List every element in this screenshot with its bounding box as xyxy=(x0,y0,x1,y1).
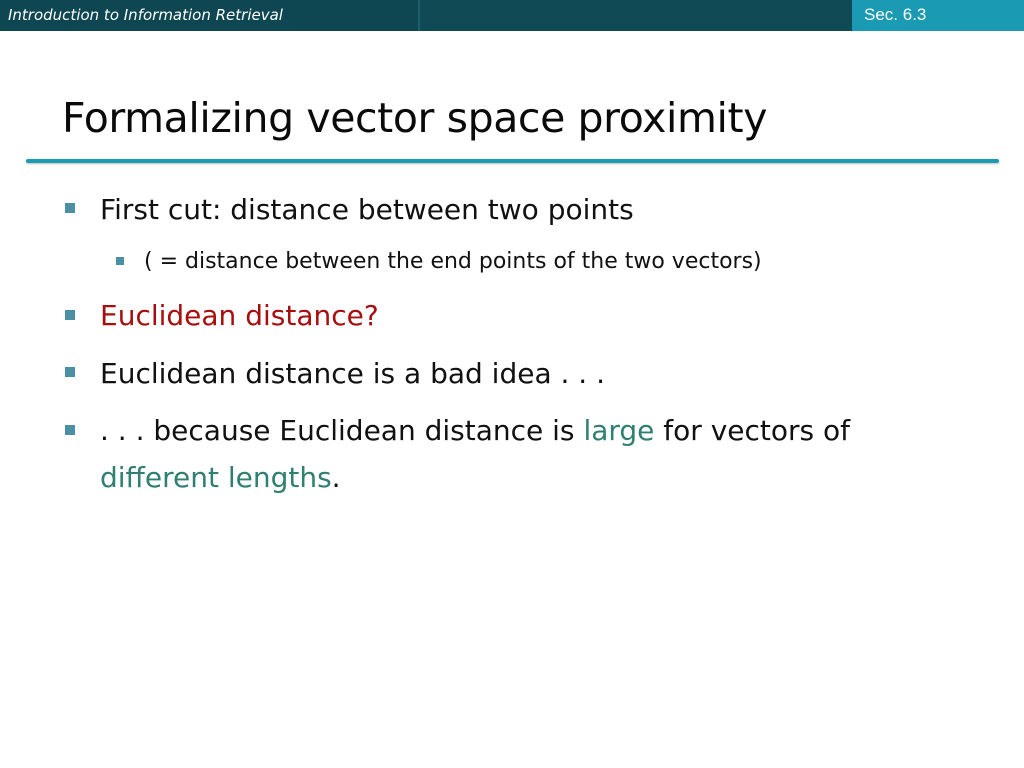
emphasis-different-lengths: different lengths xyxy=(100,461,332,494)
title-underline xyxy=(26,159,999,163)
bullet-item: First cut: distance between two points xyxy=(100,193,634,226)
bullet-marker-icon xyxy=(65,203,75,213)
bullet-marker-icon xyxy=(65,367,75,377)
bullet-item-highlight: Euclidean distance? xyxy=(100,299,379,332)
course-title: Introduction to Information Retrieval xyxy=(8,6,283,24)
bullet-text: . xyxy=(331,461,341,494)
slide-title: Formalizing vector space proximity xyxy=(62,94,768,142)
bullet-item-multiline-line2 xyxy=(100,456,341,500)
section-label: Sec. 6.3 xyxy=(864,5,927,24)
header-section-panel xyxy=(852,0,1024,31)
sub-bullet-item: ( = distance between the end points of the two vectors) xyxy=(144,249,762,274)
bullet-marker-icon xyxy=(65,425,75,435)
bullet-item-multiline-line1 xyxy=(100,409,850,453)
bullet-item: Euclidean distance is a bad idea . . . xyxy=(100,357,606,390)
sub-bullet-marker-icon xyxy=(116,257,124,265)
bullet-text: . . . because Euclidean distance is xyxy=(100,414,584,447)
header-middle-panel xyxy=(420,0,852,31)
bullet-marker-icon xyxy=(65,310,75,320)
header-bar xyxy=(0,0,1024,31)
emphasis-large: large xyxy=(583,414,655,447)
bullet-text: for vectors of xyxy=(654,414,850,447)
header-course-panel xyxy=(0,0,418,31)
